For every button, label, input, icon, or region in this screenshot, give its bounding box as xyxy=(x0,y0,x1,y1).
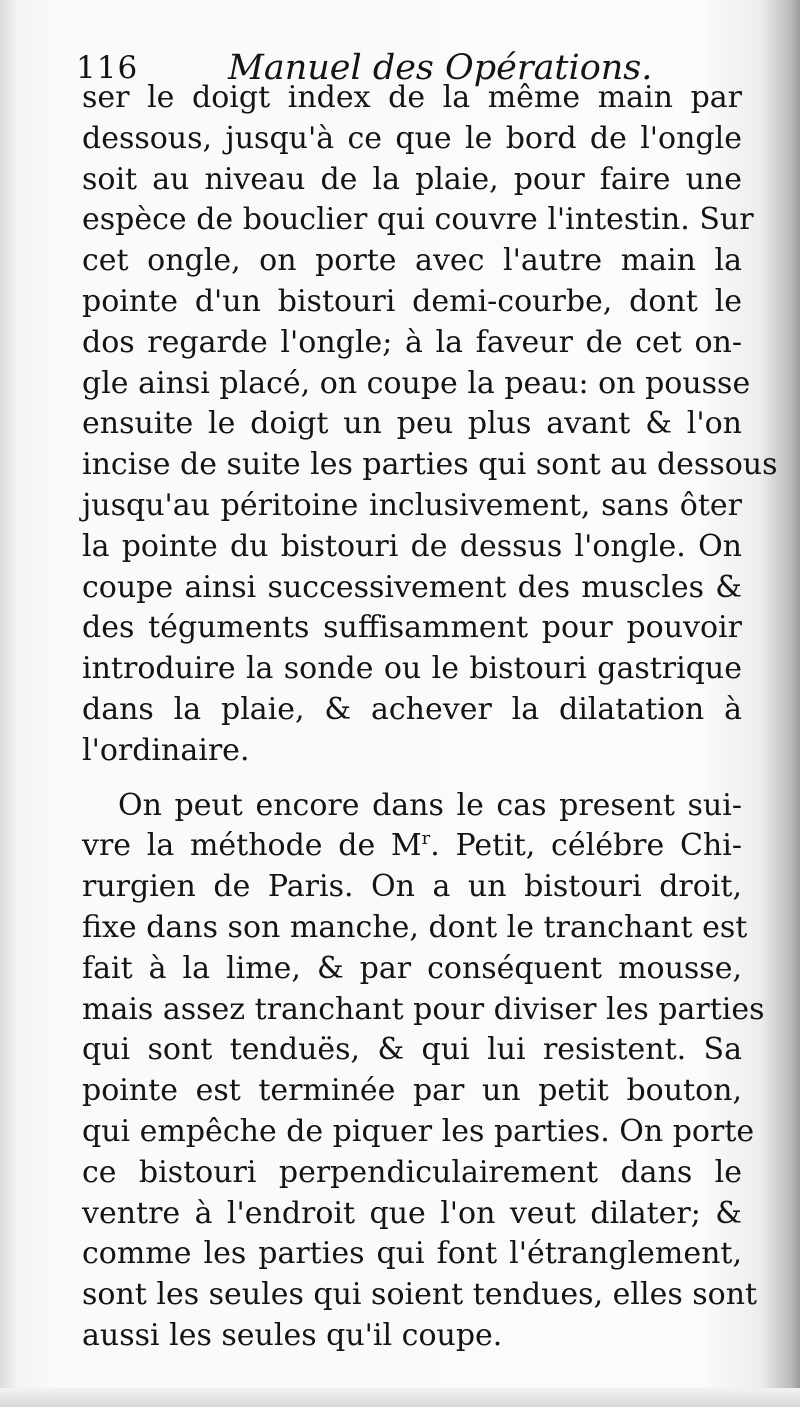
text-line: pointe est terminée par un petit bouton, xyxy=(82,1073,742,1109)
body-text xyxy=(82,78,778,1357)
text-line: pointe d'un bistouri demi-courbe, dont le xyxy=(82,283,742,319)
text-line: dessous, jusqu'à ce que le bord de l'ongle xyxy=(82,120,742,156)
paragraph-1 xyxy=(82,78,778,772)
page-number: 116 xyxy=(76,50,139,86)
text-line: mais assez tranchant pour diviser les parties xyxy=(82,991,765,1027)
text-line: coupe ainsi successivement des muscles & xyxy=(82,569,742,605)
text-line: ventre à l'endroit que l'on veut dilater; & xyxy=(82,1195,742,1231)
text-line: ser le doigt index de la même main par xyxy=(82,80,742,115)
text-line: jusqu'au péritoine inclusivement, sans ôter xyxy=(82,487,742,523)
text-line: ensuite le doigt un peu plus avant & l'on xyxy=(82,406,742,442)
text-line: gle ainsi placé, on coupe la peau: on pousse xyxy=(82,365,751,401)
text-line: dans la plaie, & achever la dilatation à xyxy=(82,691,742,727)
text-line: des téguments suffisamment pour pouvoir xyxy=(82,610,742,646)
text-line: cet ongle, on porte avec l'autre main la xyxy=(82,243,742,279)
text-line: vre la méthode de $M^r$. Petit, célébre Chi- xyxy=(82,828,742,864)
text-line: la pointe du bistouri de dessus l'ongle. On xyxy=(82,528,742,564)
text-line: rurgien de Paris. On a un bistouri droit, xyxy=(82,869,742,905)
text-line: sont les seules qui soient tendues, elles sont xyxy=(82,1277,758,1313)
text-line: incise de suite les parties qui sont au dessous xyxy=(82,447,778,483)
paragraph-2 xyxy=(82,786,765,1357)
text-line: dos regarde l'ongle; à la faveur de cet on- xyxy=(82,324,742,360)
page-bottom-edge xyxy=(0,1388,800,1407)
text-line: On peut encore dans le cas present sui- xyxy=(118,787,742,823)
text-line: fait à la lime, & par conséquent mousse, xyxy=(82,950,742,986)
running-title: Manuel des Opérations. xyxy=(228,48,653,88)
text-line: aussi les seules qu'il coupe. xyxy=(82,1317,503,1353)
text-line: fixe dans son manche, dont le tranchant est xyxy=(82,909,748,945)
text-line: qui empêche de piquer les parties. On porte xyxy=(82,1113,755,1149)
text-line: ce bistouri perpendiculairement dans le xyxy=(82,1154,742,1190)
text-line: qui sont tenduës, & qui lui resistent. Sa xyxy=(82,1032,742,1068)
text-line: introduire la sonde ou le bistouri gastrique xyxy=(82,651,742,687)
text-line: soit au niveau de la plaie, pour faire une xyxy=(82,161,742,197)
text-line: espèce de bouclier qui couvre l'intestin. Sur xyxy=(82,202,754,238)
text-line: l'ordinaire. xyxy=(82,732,250,768)
superscript: r xyxy=(421,828,431,850)
text-line: comme les parties qui font l'étranglement, xyxy=(82,1236,742,1272)
